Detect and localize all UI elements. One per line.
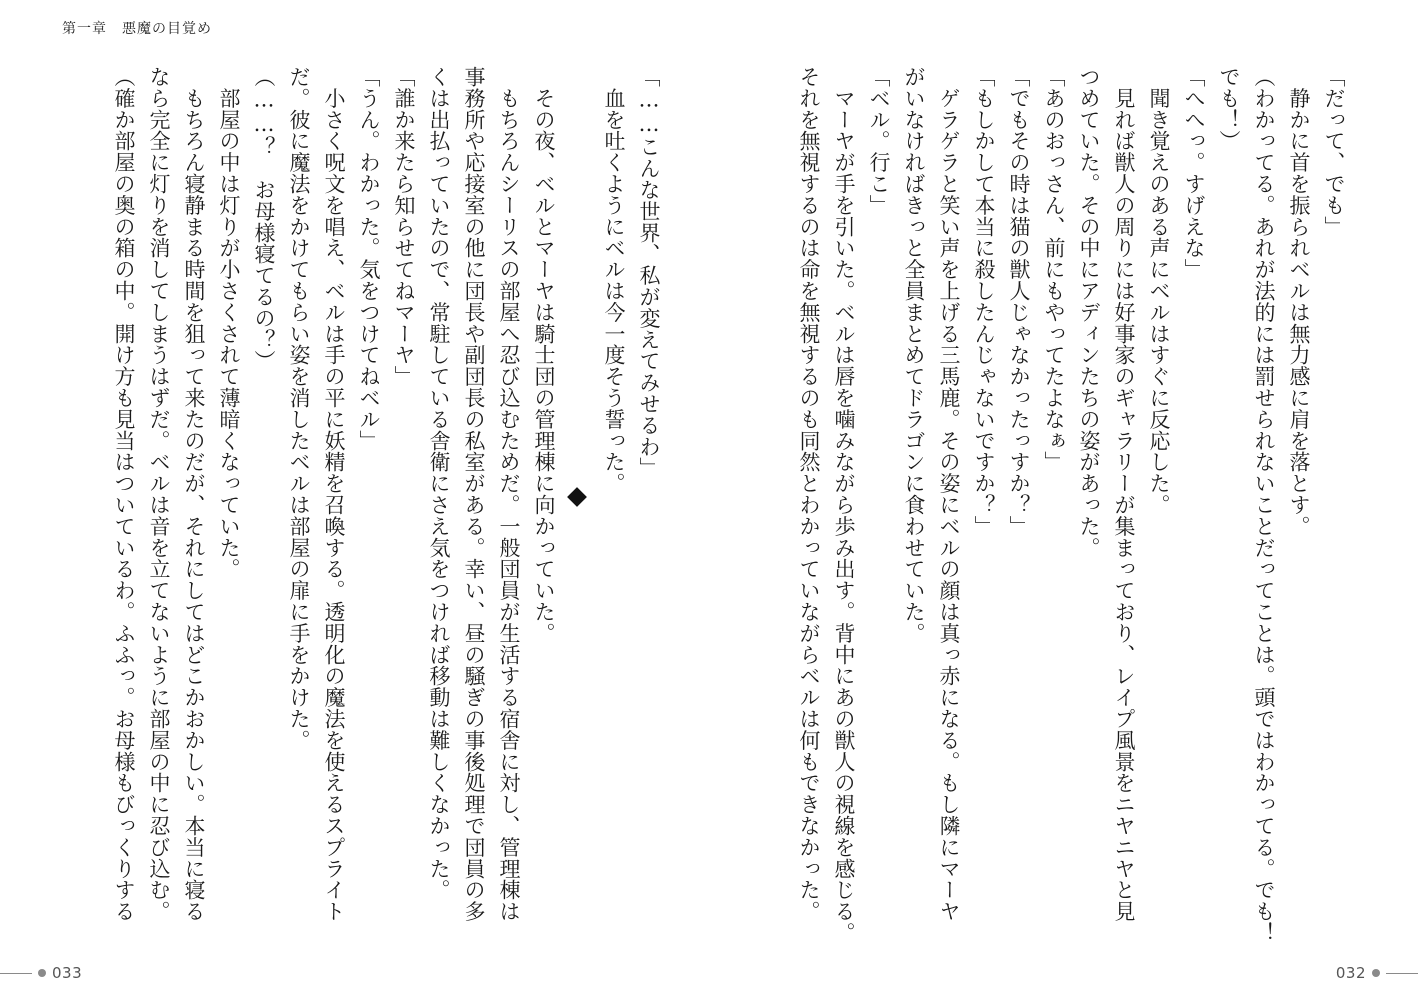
text-line: 「へへっ。すげえな」 [1182, 66, 1206, 280]
text-line: 「ベル。行こ」 [867, 66, 891, 216]
text-line: 事務所や応接室の他に団長や副団長の私室がある。幸い、昼の騒ぎの事後処理で団員の多 [462, 66, 486, 922]
text-line: 「誰か来たら知らせてねマーヤ」 [392, 66, 416, 387]
scene-break-diamond-icon [567, 487, 587, 507]
text-line: 小さく呪文を唱え、ベルは手の平に妖精を召喚する。透明化の魔法を使えるスプライト [322, 66, 346, 922]
text-line: 「あのおっさん、前にもやってたよなぁ」 [1042, 66, 1066, 473]
left-page-text [35, 66, 665, 946]
text-line: 静かに首を振られベルは無力感に肩を落とす。 [1287, 66, 1311, 537]
text-line: 部屋の中は灯りが小さくされて薄暗くなっていた。 [217, 66, 241, 580]
text-line: もちろんシーリスの部屋へ忍び込むためだ。一般団員が生活する宿舎に対し、管理棟は [497, 66, 521, 922]
text-line: でも！） [1217, 66, 1241, 152]
text-line: 聞き覚えのある声にベルはすぐに反応した。 [1147, 66, 1171, 516]
page-number: 033 [52, 964, 83, 982]
folio-dot-icon [1372, 969, 1380, 977]
text-line: がいなければきっと全員まとめてドラゴンに食わせていた。 [902, 66, 926, 644]
text-line: 見れば獣人の周りには好事家のギャラリーが集まっており、レイプ風景をニヤニヤと見 [1112, 66, 1136, 922]
right-page-text [750, 66, 1350, 946]
text-line: くは出払っていたので、常駐している舎衛にさえ気をつければ移動は難しくなかった。 [427, 66, 451, 901]
page-number: 032 [1335, 964, 1366, 982]
text-line: だ。彼に魔法をかけてもらい姿を消したベルは部屋の扉に手をかけた。 [287, 66, 311, 751]
text-line: それを無視するのは命を無視するのも同然とわかっていながらベルは何もできなかった。 [797, 66, 821, 922]
text-line: 「でもその時は猫の獣人じゃなかったっすか？」 [1007, 66, 1031, 537]
text-line: 「もしかして本当に殺したんじゃないですか？」 [972, 66, 996, 537]
folio-rule [1386, 973, 1418, 974]
folio-rule [0, 973, 32, 974]
text-line: 「だって、でも」 [1322, 66, 1346, 238]
text-line: なら完全に灯りを消してしまうはずだ。ベルは音を立てないように部屋の中に忍び込む。 [147, 66, 171, 922]
text-line: つめていた。その中にアディンたちの姿があった。 [1077, 66, 1101, 559]
text-line: （……？ お母様寝てるの？） [252, 66, 276, 372]
text-line: （わかってる。あれが法的には罰せられないことだってことは。頭ではわかってる。でも！ [1252, 66, 1276, 944]
scene-break [563, 66, 595, 946]
text-line: 「……こんな世界、私が変えてみせるわ」 [637, 66, 661, 479]
text-line: その夜、ベルとマーヤは騎士団の管理棟に向かっていた。 [532, 66, 556, 644]
text-line: ゲラゲラと笑い声を上げる三馬鹿。その姿にベルの顔は真っ赤になる。もし隣にマーヤ [937, 66, 961, 922]
text-line: もちろん寝静まる時間を狙って来たのだが、それにしてはどこかおかしい。本当に寝る [182, 66, 206, 922]
running-head: 第一章 悪魔の目覚め [62, 21, 212, 37]
text-line: 血を吐くようにベルは今一度そう誓った。 [602, 66, 626, 494]
folio-right [1336, 964, 1418, 982]
text-line: （確か部屋の奥の箱の中。開け方も見当はついているわ。ふふっ。お母様もびっくりする [112, 66, 136, 922]
folio-left [0, 964, 82, 982]
text-line: 「うん。わかった。気をつけてねベル」 [357, 66, 381, 452]
text-line: マーヤが手を引いた。ベルは唇を噛みながら歩み出す。背中にあの獣人の視線を感じる。 [832, 66, 856, 944]
folio-dot-icon [38, 969, 46, 977]
